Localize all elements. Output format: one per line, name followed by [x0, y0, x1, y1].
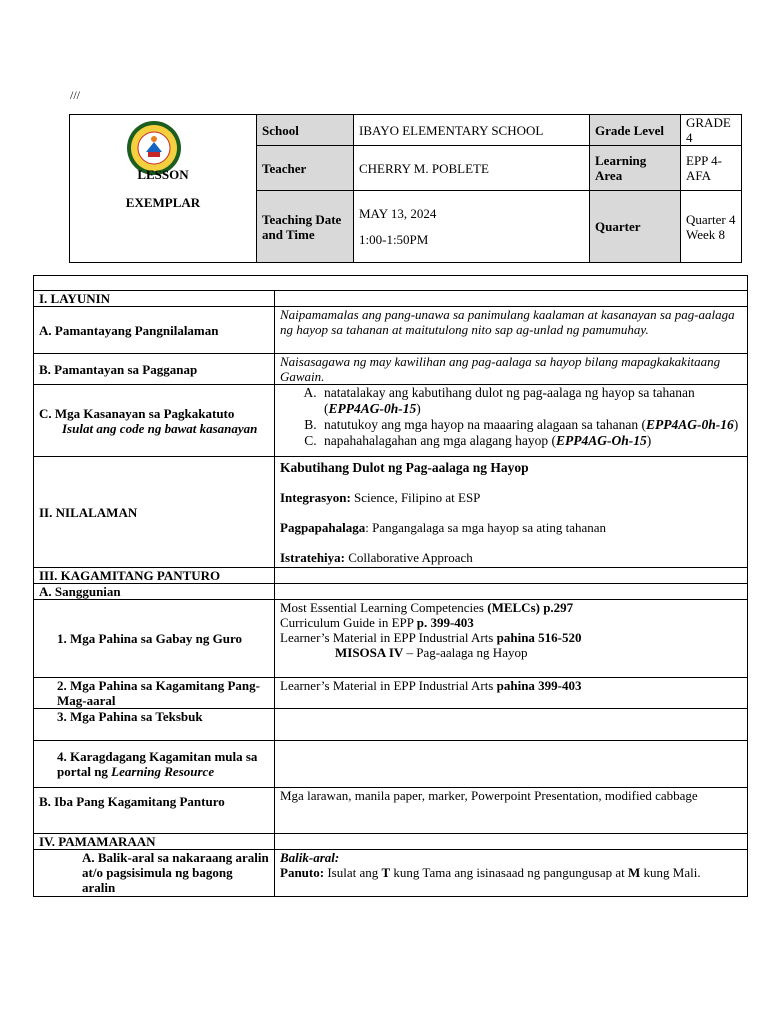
nilalaman-label: II. NILALAMAN [34, 457, 275, 568]
grade-level-label: Grade Level [590, 115, 681, 146]
time-value: 1:00-1:50PM [359, 232, 429, 247]
layunin-heading-blank [275, 291, 748, 307]
pagpapahalaga-line: Pagpapahalaga: Pangangalaga sa mga hayop sa ating tahanan [280, 520, 607, 535]
ref-line: MISOSA IV – Pag-aalaga ng Hayop [335, 645, 528, 660]
grade-level-value: GRADE 4 [681, 115, 742, 146]
sanggunian-label: A. Sanggunian [34, 584, 275, 600]
teksbuk-label: 3. Mga Pahina sa Teksbuk [34, 709, 275, 741]
quarter-label: Quarter [590, 191, 681, 263]
nilalaman-title: Kabutihang Dulot ng Pag-aalaga ng Hayop [280, 460, 529, 475]
learning-resource-value [275, 741, 748, 788]
nilalaman-cell [275, 457, 748, 568]
learning-area-label: Learning Area [590, 146, 681, 191]
quarter-number: Quarter 4 [686, 211, 736, 227]
kagamitan-heading-blank [275, 568, 748, 584]
pamamaraan-heading: IV. PAMAMARAAN [34, 834, 275, 850]
ref-line: Learner’s Material in EPP Industrial Arts pahina 516-520 [280, 630, 582, 645]
date-value: MAY 13, 2024 [359, 206, 437, 221]
teacher-label: Teacher [257, 146, 354, 191]
kasanayan-item: C. napahahalagahan ang mga alagang hayop (EPP4AG-Oh-15) [320, 433, 742, 449]
balik-aral-heading: Balik-aral: [280, 850, 340, 865]
pamantayan-sa-pagganap-text: Naisasagawa ng may kawilihan ang pag-aalaga sa hayop bilang mapagkakakitaang Gawain. [275, 354, 748, 385]
school-label: School [257, 115, 354, 146]
integrasyon-line: Integrasyon: Science, Filipino at ESP [280, 490, 481, 505]
layunin-heading: I. LAYUNIN [34, 291, 275, 307]
kasanayan-list-cell [275, 385, 748, 457]
kasanayan-item: A. natatalakay ang kabutihang dulot ng pag-aalaga ng hayop sa tahanan (EPP4AG-0h-15) [320, 385, 742, 417]
iba-pang-kagamitan-label: B. Iba Pang Kagamitang Panturo [34, 788, 275, 834]
top-mark: /// [70, 88, 81, 102]
gabay-ng-guro-label: 1. Mga Pahina sa Gabay ng Guro [34, 600, 275, 678]
istratehiya-line: Istratehiya: Collaborative Approach [280, 550, 473, 565]
panuto-text: Panuto: Isulat ang T kung Tama ang isinasaad ng pangungusap at M kung Mali. [280, 865, 701, 880]
gabay-ng-guro-cell [275, 600, 748, 678]
logo-cell [70, 115, 257, 263]
week-number: Week 8 [686, 226, 726, 242]
kagamitang-pang-mag-aaral-label: 2. Mga Pahina sa Kagamitang Pang-Mag-aaral [34, 678, 275, 709]
teaching-date-value [354, 191, 590, 263]
kasanayan-list [280, 385, 742, 449]
lesson-plan-table [33, 275, 748, 897]
quarter-value [681, 191, 742, 263]
sanggunian-blank [275, 584, 748, 600]
exemplar-label: EXEMPLAR [125, 195, 201, 210]
kasanayan-label: C. Mga Kasanayan sa Pagkakatuto [39, 405, 235, 421]
ref-line: Curriculum Guide in EPP p. 399-403 [280, 615, 474, 630]
kagamitang-pang-mag-aaral-value: Learner’s Material in EPP Industrial Arts pahina 399-403 [275, 678, 748, 709]
iba-pang-kagamitan-value: Mga larawan, manila paper, marker, Powerpoint Presentation, modified cabbage [275, 788, 748, 834]
pamantayang-pangnilalaman-text: Naipamamalas ang pang-unawa sa panimulang kaalaman at kasanayan sa pag-aalaga ng hayop sa tahanan at maitutulong nito sap ag-unlad ng pamumuhay. [275, 307, 748, 354]
teksbuk-value [275, 709, 748, 741]
school-value: IBAYO ELEMENTARY SCHOOL [354, 115, 590, 146]
balik-aral-label: A. Balik-aral sa nakaraang aralin at/o pagsisimula ng bagong aralin [34, 850, 275, 897]
kasanayan-item: B. natutukoy ang mga hayop na maaaring alagaan sa tahanan (EPP4AG-0h-16) [320, 417, 742, 433]
lesson-header-table [69, 114, 742, 263]
kagamitan-heading: III. KAGAMITANG PANTURO [34, 568, 275, 584]
lesson-label: LESSON [137, 167, 189, 182]
balik-aral-cell [275, 850, 748, 897]
teaching-date-label: Teaching Date and Time [257, 191, 354, 263]
kasanayan-sublabel: Isulat ang code ng bawat kasanayan [62, 420, 258, 436]
blank-top-row [34, 276, 748, 291]
ref-line: Most Essential Learning Competencies (MELCs) p.297 [280, 600, 574, 615]
pamantayang-pangnilalaman-label: A. Pamantayang Pangnilalaman [34, 307, 275, 354]
kasanayan-label-cell [34, 385, 275, 457]
learning-resource-label: 4. Karagdagang Kagamitan mula sa portal ng Learning Resource [34, 741, 275, 788]
teacher-value: CHERRY M. POBLETE [354, 146, 590, 191]
pamamaraan-heading-blank [275, 834, 748, 850]
pamantayan-sa-pagganap-label: B. Pamantayan sa Pagganap [34, 354, 275, 385]
learning-area-value: EPP 4-AFA [681, 146, 742, 191]
